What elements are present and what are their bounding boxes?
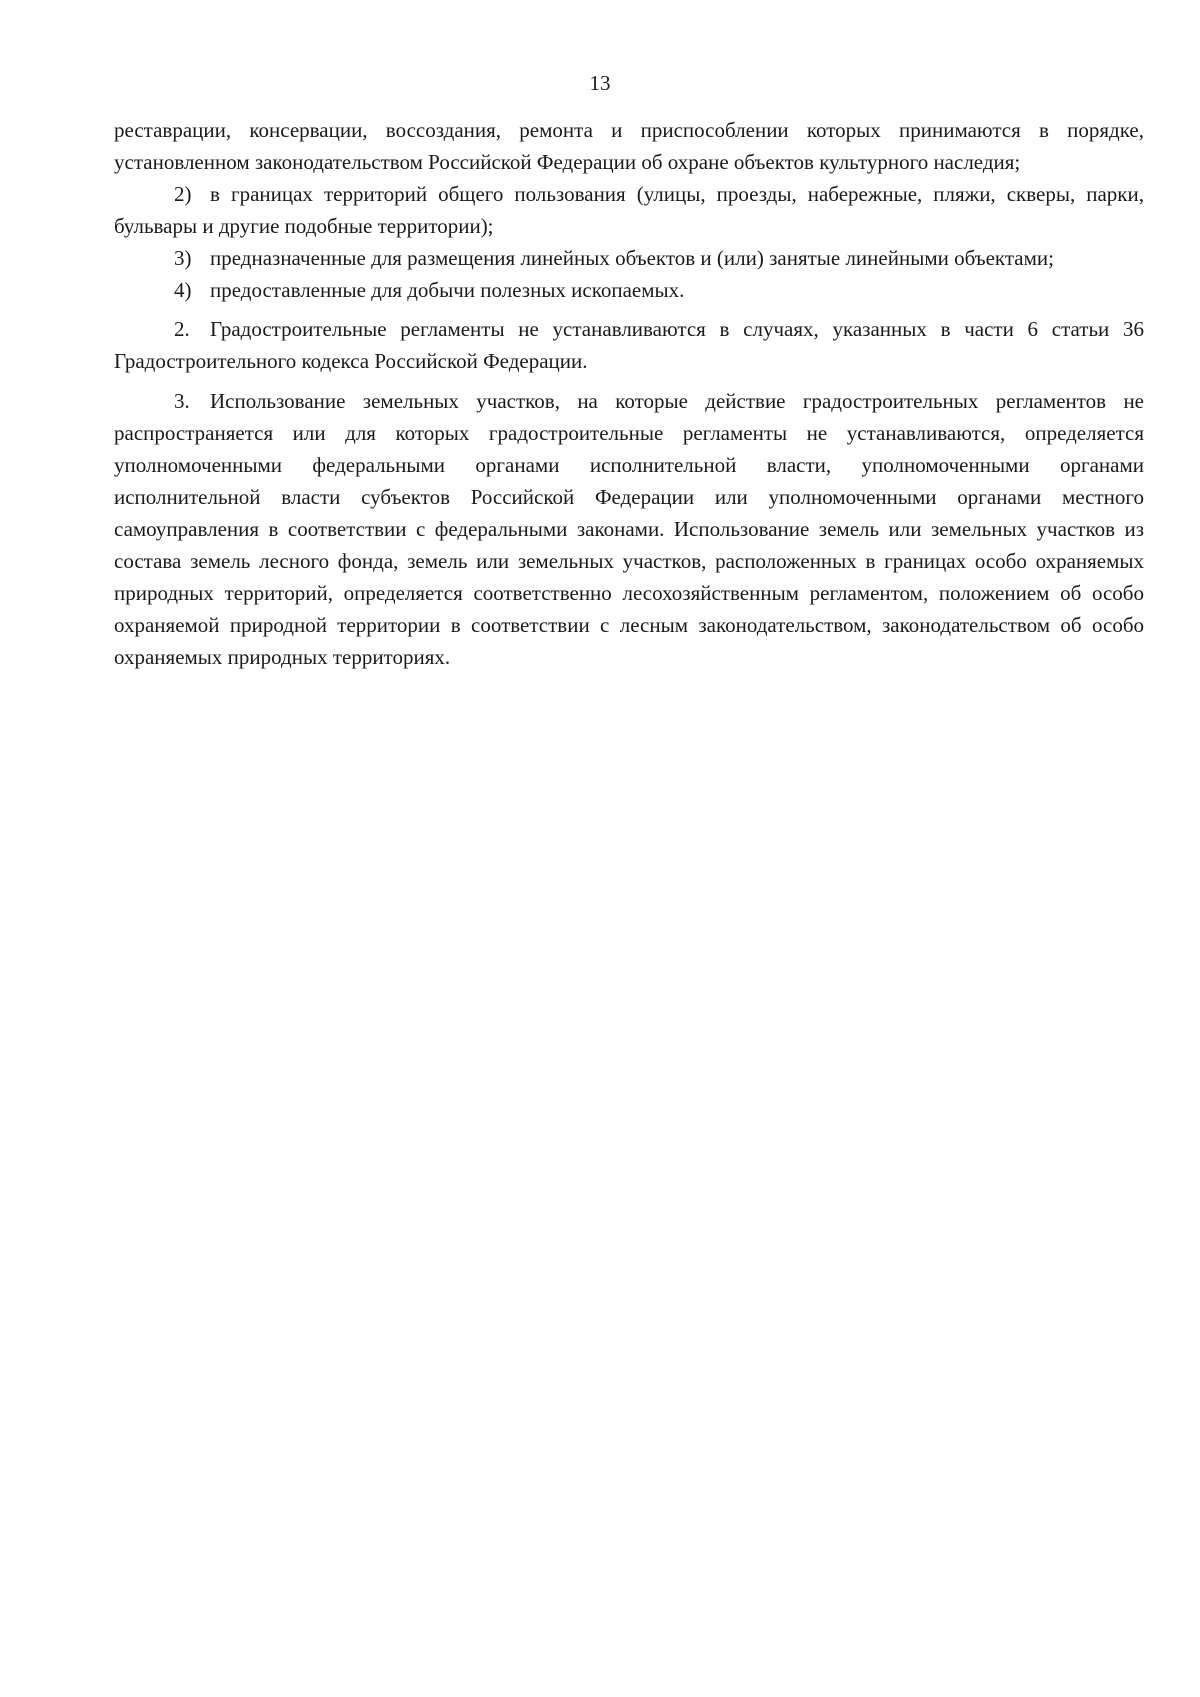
- document-body: [114, 115, 1144, 673]
- section-text: Градостроительные регламенты не устанавливаются в случаях, указанных в части 6 статьи 36 Градостроительного кодекса Российской Федерации.: [114, 317, 1144, 374]
- list-item-text: предназначенные для размещения линейных объектов и (или) занятые линейными объектами;: [210, 245, 1054, 270]
- paragraph-continuation: реставрации, консервации, воссоздания, ремонта и приспособлении которых принимаются в порядке, установленном законодательством Российской Федерации об охране объектов культурного наследия;: [114, 118, 1144, 174]
- list-item-4: [114, 275, 1144, 307]
- list-item-text: в границах территорий общего пользования (улицы, проезды, набережные, пляжи, скверы, парки, бульвары и другие подобные территории);: [114, 181, 1144, 238]
- list-item-2: [114, 179, 1144, 243]
- section-2: [114, 314, 1144, 378]
- list-item-number: 2): [174, 181, 192, 206]
- section-text: Использование земельных участков, на которые действие градостроительных регламентов не распространяется или для которых градостроительные регламенты не устанавливаются, определяется уполномоченными федеральными органами исполнительной власти, уполномоченными органами исполнительной власти субъектов Российской Федерации или уполномоченными органами местного самоуправления в соответствии с федеральными законами. Использование земель или земельных участков из состава земель лесного фонда, земель или земельных участков, расположенных в границах особо охраняемых природных территорий, определяется соответственно лесохозяйственным регламентом, положением об особо охраняемой природной территории в соответствии с лесным законодательством, законодательством об особо охраняемых природных территориях.: [114, 389, 1144, 669]
- section-number: 2.: [174, 317, 190, 342]
- section-3: [114, 386, 1144, 673]
- section-number: 3.: [174, 389, 190, 414]
- list-item-text: предоставленные для добычи полезных ископаемых.: [210, 277, 685, 302]
- page-number: 13: [589, 71, 611, 95]
- list-item-number: 3): [174, 245, 192, 270]
- list-item-3: [114, 243, 1144, 275]
- list-item-number: 4): [174, 277, 192, 302]
